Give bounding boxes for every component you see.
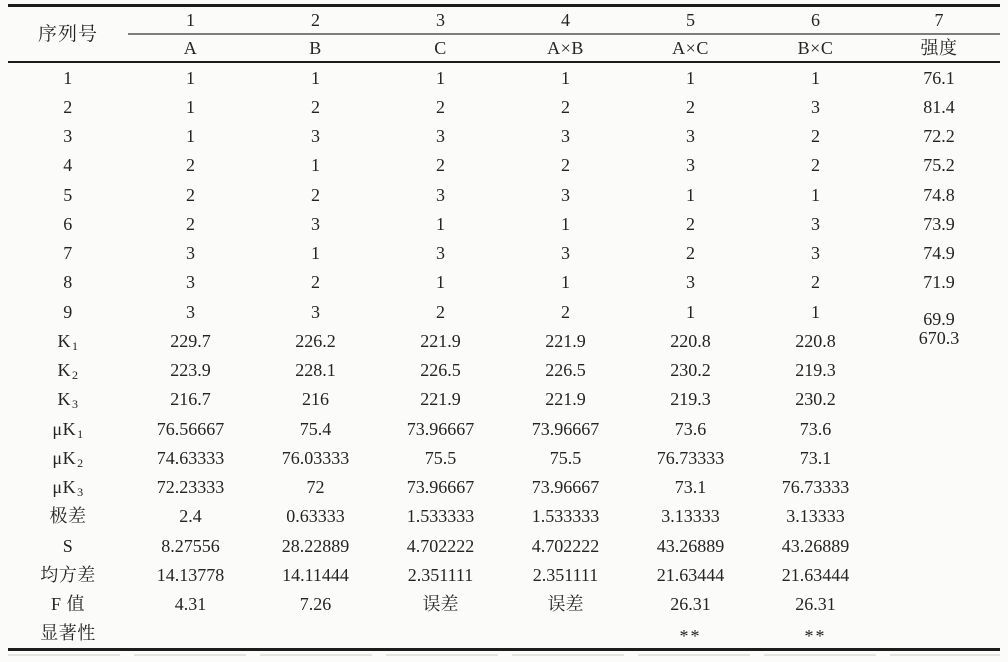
row-label-text: 1 [63,67,73,88]
row-label-text: μK [52,477,77,498]
table-cell [878,473,1000,502]
table-cell [878,590,1000,619]
table-header [8,7,1000,63]
table-cell: 2 [811,272,820,293]
row-label-text: K [57,360,71,381]
table-cell: 75.4 [299,418,332,439]
table-cell: 1 [561,67,570,88]
table-cell: 4.702222 [406,535,475,556]
row-label [8,531,128,560]
row-label-subscript: 2 [77,455,84,470]
header-column-number: 6 [753,7,878,35]
header-column-number: 1 [128,7,253,35]
table-cell: 1 [561,272,570,293]
significance-stars: ** [679,626,702,647]
table-cell: 1 [186,67,195,88]
table-cell: 3 [561,243,570,264]
table-cell: 7.26 [299,594,332,615]
row-label-subscript: 3 [77,485,84,500]
row-label-text: K [57,389,71,410]
table-cell: 3 [686,126,695,147]
table-cell: 43.26889 [781,535,850,556]
row-label-text: 显著性 [40,623,96,644]
table-cell: 1.533333 [531,506,600,527]
row-label-text: 4 [63,155,73,176]
table-cell: 1 [686,67,695,88]
table-cell: 3 [561,184,570,205]
header-column-number: 7 [878,7,1000,35]
table-cell: 221.9 [545,330,586,351]
significance-stars: ** [804,626,827,647]
table-cell [878,443,1000,472]
table-cell: 221.9 [420,389,461,410]
row-label-text: 极差 [49,506,87,527]
table-cell: 1.533333 [406,506,475,527]
row-label-text: 均方差 [40,564,96,585]
row-label-text: S [62,535,74,556]
table-cell: 71.9 [923,272,955,293]
row-label [8,92,128,121]
table-cell: 3 [186,301,195,322]
table-cell: 1 [186,96,195,117]
row-label [8,502,128,531]
table-cell: 21.63444 [656,564,725,585]
table-cell: 8.27556 [161,535,220,556]
row-label [8,122,128,151]
row-label-text: 9 [63,301,73,322]
row-label-text: 3 [63,126,73,147]
row-label [8,443,128,472]
table-cell: 226.5 [545,360,586,381]
header-column-number: 3 [378,7,503,35]
table-cell [128,619,253,648]
table-cell: 74.8 [923,184,955,205]
row-label [8,560,128,589]
header-column-name: A×B [547,38,584,58]
row-label-text: μK [52,447,77,468]
table-cell: 14.13778 [156,564,225,585]
table-cell: 226.5 [420,360,461,381]
table-cell: 3 [686,155,695,176]
table-cell: 72 [306,477,325,498]
table-cell: 219.3 [670,389,711,410]
table-cell: 2 [561,96,570,117]
header-column-name: A [183,38,198,58]
header-corner-label: 序列号 [37,23,98,45]
table-cell: 220.8 [670,330,711,351]
table-cell: 3 [311,126,320,147]
row-label-text: 5 [63,184,73,205]
table-cell: 3 [186,243,195,264]
header-column-name: A×C [672,38,709,58]
row-label-text: 6 [63,213,73,234]
orthogonal-array-table [8,4,1000,651]
table-cell: 26.31 [795,594,836,615]
table-cell: 1 [311,155,320,176]
table-cell: 73.6 [674,418,707,439]
table-cell: 73.1 [799,447,832,468]
table-cell [878,414,1000,443]
table-cell: 2 [811,155,820,176]
table-cell: 1 [561,213,570,234]
table-cell: 226.2 [295,330,336,351]
table-cell: 3 [436,126,445,147]
table-cell: 2 [561,155,570,176]
table-cell: 670.3 [918,327,960,348]
table-cell: 1 [686,301,695,322]
row-label-text: F 值 [50,594,85,615]
table-cell [878,560,1000,589]
table-cell: 2 [436,155,445,176]
table-cell: 2 [686,243,695,264]
table-cell: 221.9 [420,330,461,351]
row-label [8,356,128,385]
table-cell: 1 [811,301,820,322]
table-cell: 2 [311,96,320,117]
row-label [8,326,128,355]
table-cell: 3 [186,272,195,293]
row-label-subscript: 1 [72,338,79,353]
table-cell: 1 [436,213,445,234]
table-cell: 73.1 [674,477,707,498]
table-cell: 1 [686,184,695,205]
table-cell: 3 [811,96,820,117]
scan-artifact-line [8,654,1000,656]
table-cell: 228.1 [295,360,336,381]
header-column-number: 2 [253,7,378,35]
table-cell: 72.2 [923,126,955,147]
table-cell: 误差 [422,594,459,615]
table-cell: 2 [561,301,570,322]
table-cell: 76.56667 [156,418,225,439]
table-cell: 2 [311,272,320,293]
table-cell: 219.3 [795,360,836,381]
table-cell: 3 [311,301,320,322]
table-cell: 43.26889 [656,535,725,556]
table-cell: 3 [811,243,820,264]
table-cell: 73.96667 [531,418,600,439]
table-cell: 75.5 [424,447,457,468]
table-cell: 4.31 [174,594,207,615]
table-cell: 73.96667 [406,418,475,439]
table-cell: 73.96667 [531,477,600,498]
table-cell: 73.9 [923,213,955,234]
row-label [8,151,128,180]
table-body [8,63,1000,648]
table-cell [878,502,1000,531]
row-label-text: μK [52,418,77,439]
table-cell: 1 [436,67,445,88]
row-label [8,63,128,92]
row-label-subscript: 1 [77,426,84,441]
row-label [8,180,128,209]
table-cell: 73.6 [799,418,832,439]
table-cell [253,619,378,648]
table-cell: 76.03333 [281,447,350,468]
header-column-name: B [309,38,322,58]
header-column-name: 强度 [920,38,958,58]
row-label [8,590,128,619]
header-column-name: C [434,38,447,58]
table-cell: 1 [311,67,320,88]
table-cell: 2 [186,213,195,234]
row-label [8,268,128,297]
table-cell: 3 [811,213,820,234]
table-cell [878,531,1000,560]
table-cell: 21.63444 [781,564,850,585]
table-cell: 14.11444 [282,564,349,585]
header-column-number: 4 [503,7,628,35]
table-cell: 229.7 [170,330,211,351]
table-cell: 3 [436,243,445,264]
table-cell: 221.9 [545,389,586,410]
table-cell [878,356,1000,385]
table-cell [378,619,503,648]
table-cell: 3 [561,126,570,147]
table-cell: 2.351111 [407,564,474,585]
table-cell: 1 [436,272,445,293]
table-cell: 72.23333 [156,477,225,498]
table-cell: 0.63333 [286,506,345,527]
row-label [8,297,128,326]
row-label-text: 2 [63,96,73,117]
scanned-paper-table-page [0,4,1008,662]
row-label-text: 7 [63,243,73,264]
row-label-subscript: 2 [72,368,79,383]
table-cell: 74.63333 [156,447,225,468]
table-cell: 75.2 [923,155,955,176]
row-label-text: 8 [63,272,73,293]
table-cell: 73.96667 [406,477,475,498]
table-cell: 2 [186,184,195,205]
table-cell: 69.9 [923,308,955,329]
table-cell: 4.702222 [531,535,600,556]
table-cell [878,385,1000,414]
table-cell: 2 [436,96,445,117]
table-cell: 26.31 [670,594,711,615]
table-cell: 75.5 [549,447,582,468]
table-cell: 223.9 [170,360,211,381]
row-label [8,239,128,268]
header-column-name: B×C [797,38,834,58]
table-cell: 216.7 [170,389,211,410]
table-cell: 2 [311,184,320,205]
row-label [8,385,128,414]
table-cell: 3.13333 [661,506,720,527]
table-cell: 1 [811,184,820,205]
table-cell [878,619,1000,648]
table-cell: 误差 [547,594,584,615]
table-cell: 2 [686,96,695,117]
header-column-number: 5 [628,7,753,35]
table-cell: 81.4 [923,96,955,117]
table-cell: 76.73333 [656,447,725,468]
table-cell: 28.22889 [281,535,350,556]
row-label [8,414,128,443]
table-cell: 2 [811,126,820,147]
table-cell: 220.8 [795,330,836,351]
table-cell: 2 [686,213,695,234]
table-cell: 3 [436,184,445,205]
row-label-subscript: 3 [72,397,79,412]
table-cell: 74.9 [923,243,955,264]
table-cell: 2 [436,301,445,322]
table-cell: 3 [686,272,695,293]
table-cell: 2.351111 [532,564,599,585]
row-label [8,619,128,648]
table-cell: 1 [186,126,195,147]
row-label-text: K [57,330,71,351]
table-cell: 3.13333 [786,506,845,527]
table-cell: 2.4 [179,506,202,527]
row-label [8,209,128,238]
table-cell: 216 [302,389,329,410]
table-cell: 1 [811,67,820,88]
table-cell: 2 [186,155,195,176]
table-cell: 230.2 [670,360,711,381]
table-cell: 3 [311,213,320,234]
table-cell: 1 [311,243,320,264]
table-cell: 76.73333 [781,477,850,498]
table-cell: 76.1 [923,67,955,88]
row-label [8,473,128,502]
table-cell: 230.2 [795,389,836,410]
table-cell [503,619,628,648]
